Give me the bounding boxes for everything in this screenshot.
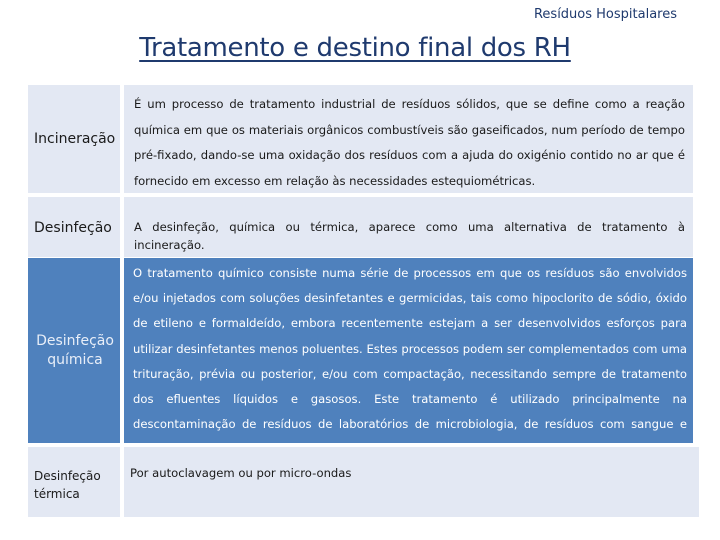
- row-desinfecao-quimica-text: O tratamento químico consiste numa série de processos em que os resíduos são envolvidos e/ou injetados com soluções desinfetantes e germicidas, tais como hipoclorito de sódio, óxido de etileno e formaldeído, embora recentemente estejam a ser desenvolvidos esforços para utilizar desinfetantes menos poluentes. Estes processos podem ser complementados com uma trituração, prévia ou posterior, e/ou com compactação, necessitando sempre de tratamento dos efluentes líquidos e gasosos. Este tratamento é utilizado principalmente na descontaminação de resíduos de laboratórios de microbiologia, de resíduos com sangue e: [133, 266, 687, 432]
- header-tag: Resíduos Hospitalares: [533, 7, 677, 22]
- row-desinfecao-quimica-label: Desinfeção química: [36, 333, 114, 368]
- row-incineracao-label-cell: [28, 85, 120, 193]
- row-desinfecao-label: Desinfeção: [34, 220, 112, 236]
- row-incineracao-label: Incineração: [34, 130, 116, 147]
- row-desinfecao-quimica-text-cell: [124, 258, 693, 443]
- row-desinfecao-text-cell: [124, 197, 693, 257]
- row-desinfecao-label-cell: [28, 197, 120, 257]
- row-desinfecao-termica-text-cell: [124, 447, 699, 517]
- row-incineracao-text: É um processo de tratamento industrial de resíduos sólidos, que se define como a reação química em que os materiais orgânicos combustíveis são gaseificados, num período de tempo pré-fixado, dando-se uma oxidação dos resíduos com a ajuda do oxigénio contido no ar que é fornecido em excesso em relação às necessidades estequiométricas.: [134, 97, 685, 188]
- row-desinfecao-text: A desinfeção, química ou térmica, aparece como uma alternativa de tratamento à incineração.: [134, 220, 685, 252]
- page-title: Tratamento e destino final dos RH: [139, 33, 571, 63]
- row-desinfecao-termica-text: Por autoclavagem ou por micro-ondas: [130, 466, 352, 480]
- row-desinfecao-quimica-label-cell: [28, 258, 120, 443]
- row-desinfecao-termica-label: Desinfeção térmica: [34, 469, 101, 501]
- row-desinfecao-termica-label-cell: [28, 447, 120, 517]
- row-incineracao-text-cell: [124, 85, 693, 193]
